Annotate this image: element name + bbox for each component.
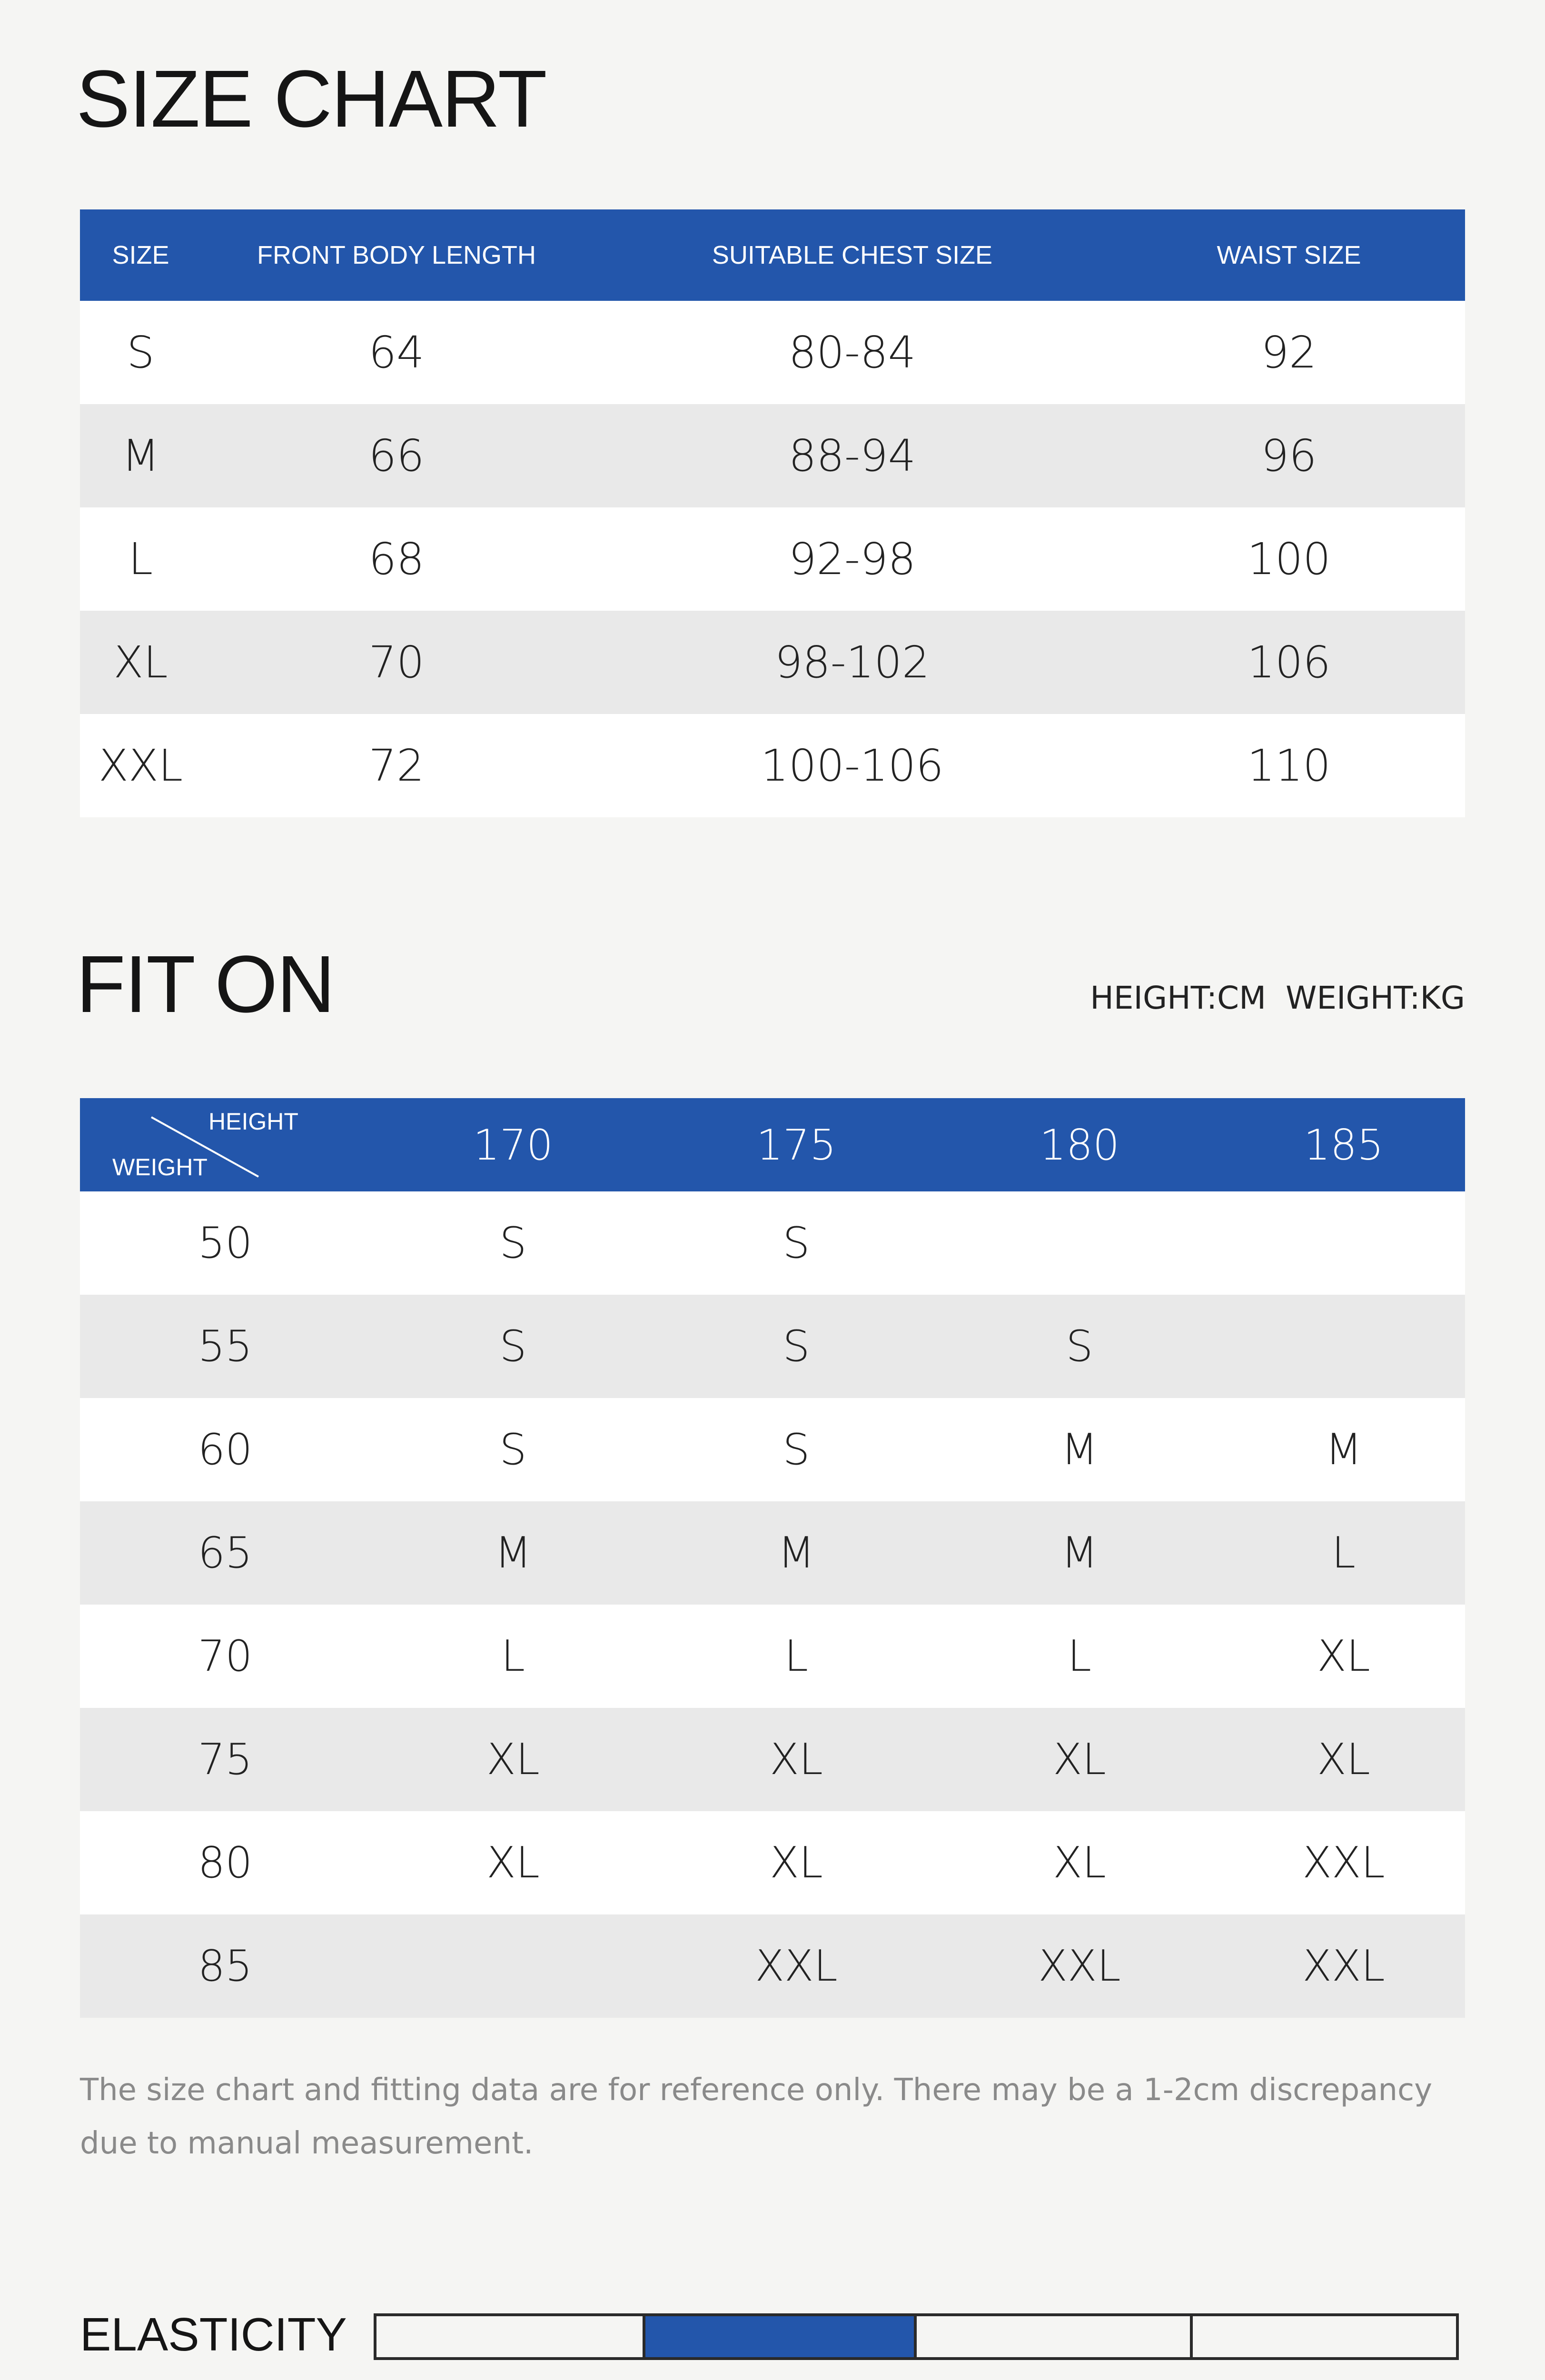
cell-front-body-length: 70 — [368, 637, 425, 688]
elasticity-segment — [1193, 2316, 1456, 2357]
cell-size-180: XL — [1053, 1838, 1106, 1888]
elasticity-rating-bar — [374, 2313, 1459, 2360]
cell-size-180: XL — [1053, 1735, 1106, 1785]
cell-waist-size: 92 — [1261, 327, 1317, 378]
fit-on-header — [80, 1098, 1465, 1191]
corner-height-label: HEIGHT — [208, 1108, 298, 1135]
cell-chest-size: 88-94 — [788, 430, 916, 481]
cell-size-170: L — [501, 1631, 525, 1681]
cell-waist-size: 96 — [1261, 430, 1317, 481]
cell-size-185: XL — [1317, 1631, 1370, 1681]
header-waist-size: WAIST SIZE — [1217, 241, 1361, 269]
size-chart-row — [80, 714, 1465, 817]
cell-size-170 — [370, 1914, 656, 2018]
cell-size: L — [128, 534, 153, 585]
cell-size-175: XL — [770, 1735, 823, 1785]
header-chest-size: SUITABLE CHEST SIZE — [712, 241, 993, 269]
cell-size-175: M — [778, 1528, 815, 1578]
cell-front-body-length: 72 — [368, 740, 425, 791]
cell-size-180: XXL — [1038, 1941, 1121, 1991]
cell-size-185: L — [1331, 1528, 1356, 1578]
cell-size: S — [127, 327, 155, 378]
cell-waist-size: 106 — [1247, 637, 1331, 688]
cell-weight: 50 — [198, 1218, 253, 1268]
size-chart-table — [80, 209, 1465, 817]
cell-chest-size: 100-106 — [761, 740, 944, 791]
header-front-body-length: FRONT BODY LENGTH — [257, 241, 536, 269]
cell-front-body-length: 68 — [368, 534, 425, 585]
cell-weight: 85 — [198, 1941, 253, 1991]
cell-size-175: S — [782, 1425, 810, 1475]
height-175: 175 — [756, 1120, 836, 1170]
disclaimer-note: The size chart and fitting data are for reference only. There may be a 1-2cm discrepancy due to manual measurement. — [80, 2073, 1433, 2161]
cell-size-180 — [937, 1191, 1222, 1295]
cell-size-170: S — [499, 1425, 527, 1475]
cell-front-body-length: 66 — [368, 430, 425, 481]
size-chart-title: SIZE CHART — [76, 54, 546, 144]
fit-on-row — [80, 1914, 1465, 2018]
fit-on-row — [80, 1295, 1465, 1398]
size-chart-row — [80, 611, 1465, 714]
cell-size-175: S — [782, 1218, 810, 1268]
cell-size: M — [121, 430, 160, 481]
cell-size-185: XXL — [1302, 1838, 1385, 1888]
fit-on-row — [80, 1605, 1465, 1708]
cell-size-185 — [1222, 1191, 1465, 1295]
elasticity-segment — [376, 2316, 645, 2357]
fit-on-row — [80, 1501, 1465, 1605]
cell-weight: 80 — [198, 1838, 253, 1888]
cell-size-175: S — [782, 1321, 810, 1371]
cell-size: XXL — [98, 740, 183, 791]
units-label: HEIGHT:CM WEIGHT:KG — [1090, 980, 1465, 1016]
fit-on-title: FIT ON — [76, 939, 335, 1030]
cell-weight: 55 — [198, 1321, 253, 1371]
cell-size-185 — [1222, 1295, 1465, 1398]
cell-size-170: M — [495, 1528, 532, 1578]
cell-waist-size: 100 — [1247, 534, 1331, 585]
cell-size-180: M — [1061, 1425, 1098, 1475]
cell-front-body-length: 64 — [368, 327, 425, 378]
height-180: 180 — [1040, 1120, 1119, 1170]
fit-on-row — [80, 1191, 1465, 1295]
cell-size-170: XL — [486, 1735, 540, 1785]
fit-on-row — [80, 1811, 1465, 1914]
size-chart-row — [80, 507, 1465, 611]
cell-size-185: XXL — [1302, 1941, 1385, 1991]
cell-size: XL — [113, 637, 168, 688]
size-chart-row — [80, 301, 1465, 404]
cell-size-185: M — [1325, 1425, 1362, 1475]
cell-chest-size: 92-98 — [788, 534, 916, 585]
cell-size-170: S — [499, 1218, 527, 1268]
height-185: 185 — [1304, 1120, 1384, 1170]
cell-size-175: L — [784, 1631, 809, 1681]
cell-weight: 70 — [198, 1631, 253, 1681]
cell-weight: 75 — [198, 1735, 253, 1785]
size-chart-row — [80, 404, 1465, 507]
cell-size-170: XL — [486, 1838, 540, 1888]
cell-size-185: XL — [1317, 1735, 1370, 1785]
cell-size-175: XXL — [755, 1941, 838, 1991]
fit-on-row — [80, 1708, 1465, 1811]
fit-on-corner — [80, 1098, 370, 1191]
cell-size-175: XL — [770, 1838, 823, 1888]
height-170: 170 — [473, 1120, 553, 1170]
elasticity-segment-selected — [645, 2316, 917, 2357]
cell-weight: 60 — [198, 1425, 253, 1475]
cell-weight: 65 — [198, 1528, 253, 1578]
elasticity-segment — [917, 2316, 1193, 2357]
cell-size-180: S — [1066, 1321, 1093, 1371]
cell-size-180: M — [1061, 1528, 1098, 1578]
elasticity-label: ELASTICITY — [80, 2308, 347, 2360]
fit-on-row — [80, 1398, 1465, 1501]
corner-weight-label: WEIGHT — [112, 1154, 208, 1180]
cell-chest-size: 98-102 — [774, 637, 930, 688]
cell-size-180: L — [1067, 1631, 1092, 1681]
cell-chest-size: 80-84 — [788, 327, 916, 378]
cell-size-170: S — [499, 1321, 527, 1371]
size-chart-header — [80, 209, 1465, 301]
fit-on-table — [80, 1098, 1465, 2018]
cell-waist-size: 110 — [1247, 740, 1331, 791]
header-size: SIZE — [112, 241, 169, 269]
